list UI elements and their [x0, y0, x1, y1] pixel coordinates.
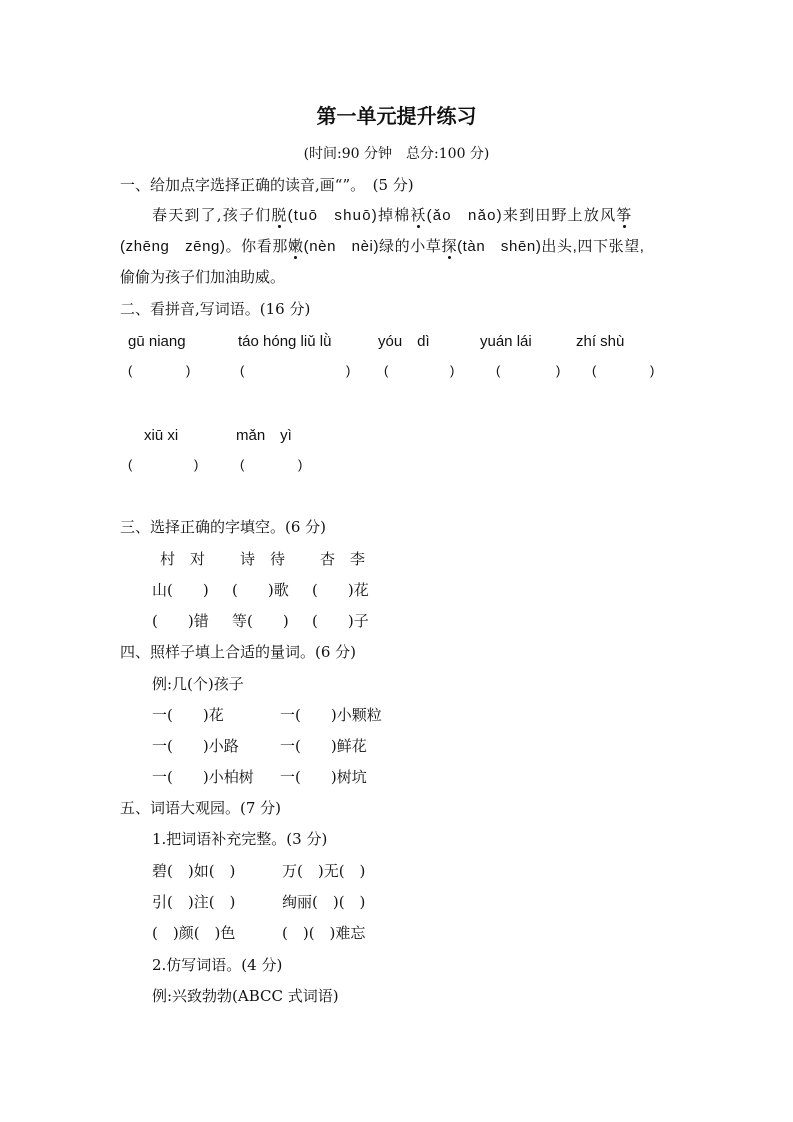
pinyin-item: zhí shù	[576, 333, 625, 350]
char-option: 诗 待	[240, 550, 286, 568]
page-subtitle: (时间:90 分钟 总分:100 分)	[303, 146, 490, 162]
measure-word-item: 一( )树坑	[280, 768, 367, 786]
dotted-char: 嫩	[288, 237, 304, 255]
answer-blank-open: (	[384, 363, 389, 378]
q4-example: 例:几(个)孩子	[152, 675, 244, 693]
q5-sub1-heading: 1.把词语补充完整。(3 分)	[152, 830, 328, 848]
answer-blank-close: )	[556, 363, 561, 378]
answer-blank-open: (	[128, 363, 133, 378]
pinyin-item: yuán lái	[480, 333, 532, 350]
q5-heading: 五、词语大观园。(7 分)	[120, 799, 282, 817]
dotted-char: 袄	[410, 206, 427, 224]
answer-blank-close: )	[450, 363, 455, 378]
q1-heading: 一、给加点字选择正确的读音,画“”。 (5 分)	[120, 176, 414, 194]
answer-blank-open: (	[240, 457, 245, 472]
q5-sub2-heading: 2.仿写词语。(4 分)	[152, 956, 283, 974]
fill-item: ( )花	[312, 581, 369, 599]
measure-word-item: 一( )鲜花	[280, 737, 367, 755]
fill-item: ( )错	[152, 612, 209, 630]
pinyin-item: mǎn yì	[236, 427, 292, 444]
dotted-char: 探	[441, 237, 458, 255]
dotted-char: 筝	[616, 206, 633, 224]
idiom-item: ( )( )难忘	[282, 924, 366, 942]
q1-line-2: (zhēng zēng)。你看那嫩(nèn nèi)绿的小草探(tàn shēn)出头,四下张望,	[120, 237, 645, 255]
fill-item: ( )歌	[232, 581, 289, 599]
answer-blank-open: (	[128, 457, 133, 472]
measure-word-item: 一( )花	[152, 706, 224, 724]
measure-word-item: 一( )小路	[152, 737, 239, 755]
pinyin-item: yóu dì	[378, 333, 430, 350]
pinyin-item: táo hóng liǔ lǜ	[238, 333, 332, 350]
dotted-char: 脱	[271, 206, 288, 224]
fill-item: 山( )	[152, 581, 209, 599]
answer-blank-open: (	[240, 363, 245, 378]
answer-blank-close: )	[186, 363, 191, 378]
q1-line-1: 春天到了,孩子们脱(tuō shuō)掉棉袄(ǎo nǎo)来到田野上放风筝	[152, 206, 633, 224]
answer-blank-close: )	[298, 457, 303, 472]
idiom-item: 绚丽( )( )	[282, 893, 366, 911]
answer-blank-open: (	[592, 363, 597, 378]
measure-word-item: 一( )小柏树	[152, 768, 254, 786]
q3-heading: 三、选择正确的字填空。(6 分)	[120, 518, 327, 536]
q5-sub2-example: 例:兴致勃勃(ABCC 式词语)	[152, 987, 339, 1005]
q2-heading: 二、看拼音,写词语。(16 分)	[120, 300, 311, 318]
answer-blank-close: )	[650, 363, 655, 378]
answer-blank-close: )	[346, 363, 351, 378]
measure-word-item: 一( )小颗粒	[280, 706, 382, 724]
idiom-item: 万( )无( )	[282, 862, 366, 880]
idiom-item: 引( )注( )	[152, 893, 236, 911]
q4-heading: 四、照样子填上合适的量词。(6 分)	[120, 643, 357, 661]
pinyin-item: gū niang	[128, 333, 186, 350]
answer-blank-open: (	[496, 363, 501, 378]
answer-blank-close: )	[194, 457, 199, 472]
page-title: 第一单元提升练习	[316, 104, 477, 128]
fill-item: ( )子	[312, 612, 369, 630]
char-option: 村 对	[160, 550, 206, 568]
pinyin-item: xiū xi	[144, 427, 179, 444]
char-option: 杏 李	[320, 550, 366, 568]
idiom-item: ( )颜( )色	[152, 924, 236, 942]
idiom-item: 碧( )如( )	[152, 862, 236, 880]
fill-item: 等( )	[232, 612, 289, 630]
q1-line-3: 偷偷为孩子们加油助威。	[120, 268, 286, 286]
